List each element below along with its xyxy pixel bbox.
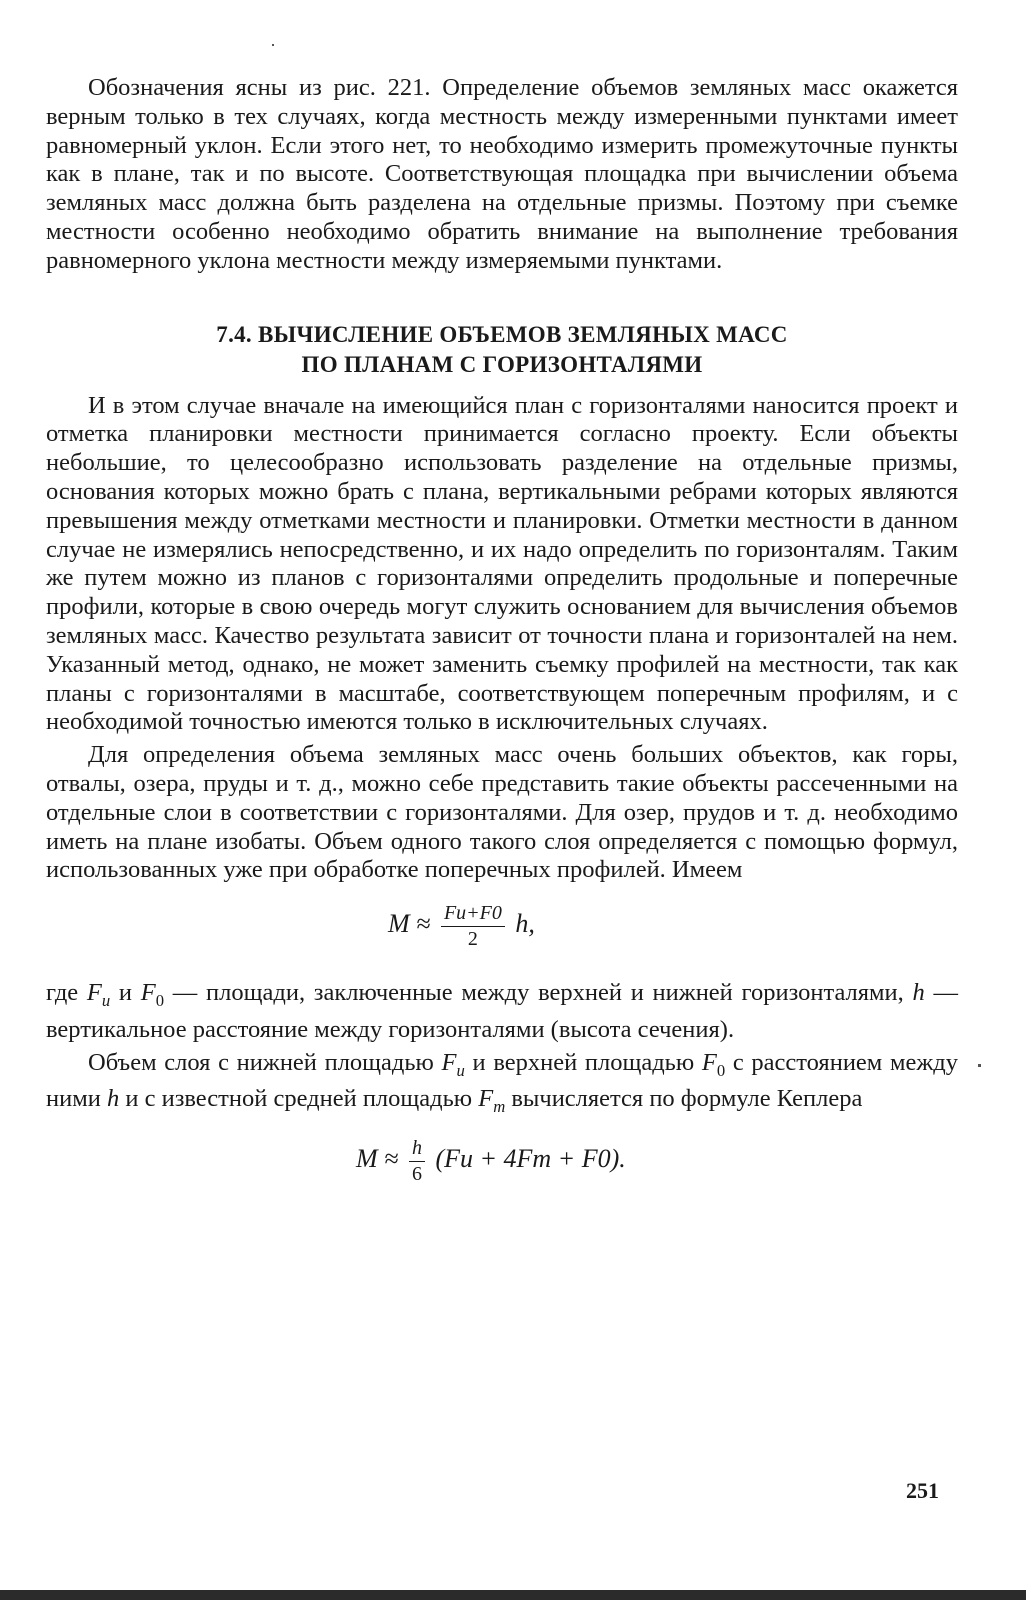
paragraph-large-objects: Для определения объема земляных масс очень больших объектов, как горы, отвалы, озера, пруды и т. д., можно себе представить такие объекты рассеченными на отдельные слои в соответствии с горизонталями. Для озер, прудов и т. д. необходимо иметь на плане изобаты. Объем одного такого слоя определяется с помощью формул, использованных уже при обработке поперечных профилей. Имеем bbox=[46, 741, 958, 884]
scan-speck bbox=[978, 1064, 981, 1067]
math-variable: F bbox=[86, 979, 102, 1007]
fraction-numerator: h bbox=[409, 1136, 425, 1162]
fraction-numerator: Fu+F0 bbox=[441, 901, 505, 927]
math-subscript: u bbox=[101, 991, 111, 1011]
page-content bbox=[46, 74, 958, 1208]
math-variable: F bbox=[478, 1085, 494, 1113]
formula-rhs: h, bbox=[515, 909, 535, 939]
paragraph-kepler bbox=[46, 1049, 958, 1122]
math-variable: h bbox=[912, 979, 925, 1007]
math-subscript: 0 bbox=[716, 1060, 726, 1080]
formula-line bbox=[356, 1136, 626, 1186]
math-variable: F bbox=[441, 1048, 457, 1076]
page-number: 251 bbox=[906, 1478, 939, 1503]
math-subscript: m bbox=[493, 1097, 506, 1117]
section-heading-line-2: ПО ПЛАНАМ С ГОРИЗОНТАЛЯМИ bbox=[301, 351, 703, 377]
math-variable: h bbox=[106, 1085, 120, 1113]
formula-kepler bbox=[46, 1132, 958, 1208]
paragraph-intro: Обозначения ясны из рис. 221. Определение объемов земляных масс окажется верным только в тех случаях, когда местность между измеренными пунктами имеет равномерный уклон. Если этого нет, то необходимо измерить промежуточные пункты как в плане, так и по высоте. Соответствующая площадка при вычислении объема земляных масс должна быть разделена на отдельные призмы. Поэтому при съемке местности особенно необходимо обратить внимание на выполнение требования равномерного уклона местности между измеряемыми пунктами. bbox=[46, 74, 958, 274]
formula-lhs: M ≈ bbox=[356, 1143, 399, 1173]
text-run: Объем слоя с нижней площадью bbox=[88, 1048, 442, 1076]
formula-line bbox=[388, 901, 535, 951]
math-subscript: u bbox=[456, 1060, 465, 1080]
section-heading-line-1: 7.4. ВЫЧИСЛЕНИЕ ОБЪЕМОВ ЗЕМЛЯНЫХ МАСС bbox=[216, 321, 788, 347]
math-variable: F bbox=[701, 1048, 717, 1076]
formula-lhs: M ≈ bbox=[388, 909, 431, 939]
math-subscript: 0 bbox=[155, 991, 165, 1011]
formula-fraction bbox=[441, 901, 505, 951]
paragraph-definitions bbox=[46, 979, 958, 1044]
formula-average-area bbox=[46, 897, 958, 973]
text-run: где bbox=[46, 979, 87, 1007]
scan-speck bbox=[272, 44, 274, 46]
formula-rhs: (Fu + 4Fm + F0). bbox=[435, 1143, 626, 1173]
text-run: и с известной средней площадью bbox=[119, 1085, 479, 1113]
scan-edge bbox=[0, 1590, 1026, 1600]
paragraph-contour-plans: И в этом случае вначале на имеющийся план с горизонталями наносится проект и отметка планировки местности принимается согласно проекту. Если объекты небольшие, то целесообразно использовать разделение на отдельные призмы, основания которых можно брать с плана, вертикальными ребрами которых являются превышения между отметками местности и планировки. Отметки местности в данном случае не измерялись непосредственно, и их надо определить по горизонталям. Таким же путем можно из планов с горизонталями определить продольные и поперечные профили, которые в свою очередь могут служить основанием для вычисления объемов земляных масс. Качество результата зависит от точности плана и горизонталей на нем. Указанный метод, однако, не может заменить съемку профилей на местности, так как планы с горизонталями в масштабе, соответствующем поперечным профилям, и с необходимой точностью имеются только в исключительных случаях. bbox=[46, 391, 958, 736]
math-variable: F bbox=[140, 979, 156, 1007]
text-run: и bbox=[110, 979, 141, 1007]
text-run: — площади, заключенные между верхней и нижней горизонталями, bbox=[164, 979, 913, 1007]
formula-fraction bbox=[409, 1136, 425, 1186]
fraction-denominator: 2 bbox=[467, 928, 478, 951]
text-run: и верхней площадью bbox=[464, 1048, 702, 1076]
text-run: с расстоянием между ними bbox=[46, 1048, 959, 1113]
fraction-denominator: 6 bbox=[411, 1162, 422, 1185]
section-heading bbox=[46, 320, 958, 380]
text-run: — вертикальное расстояние между горизонталями (высота сечения). bbox=[46, 979, 959, 1043]
text-run: вычисляется по формуле Кеплера bbox=[505, 1085, 863, 1113]
